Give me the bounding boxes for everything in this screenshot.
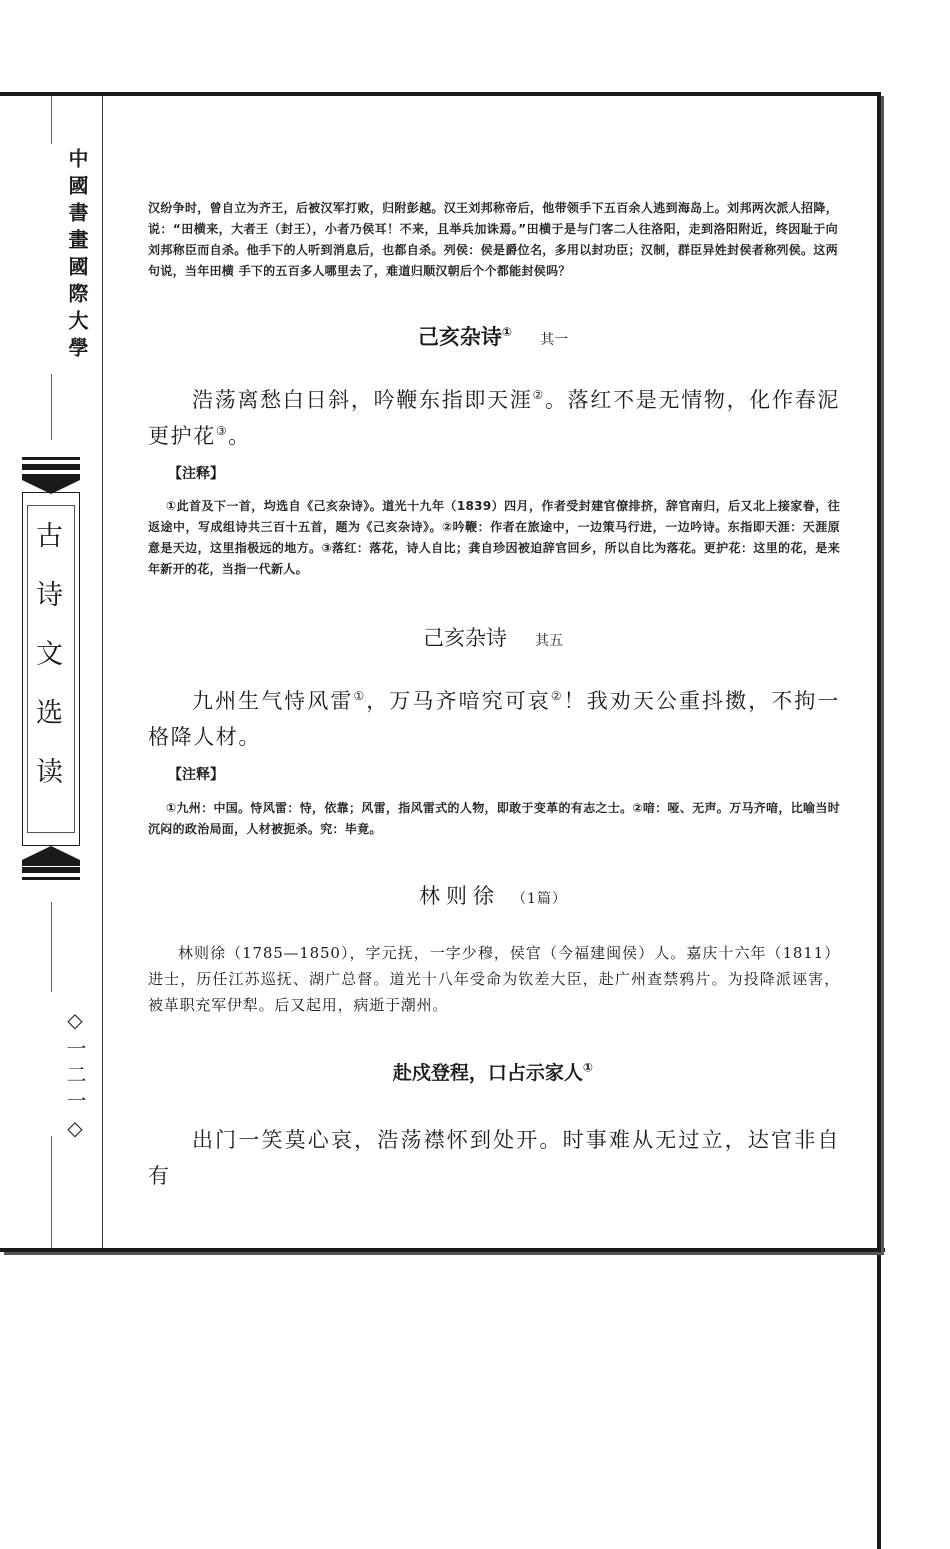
- poem-line: 九州生气恃风雷: [192, 689, 354, 713]
- school-name: 中國書畫國際大學: [65, 148, 89, 364]
- sidebar-rule: [51, 374, 52, 440]
- footnote-mark: ②: [532, 388, 545, 402]
- poem-notes: ①九州：中国。恃风雷：恃，依靠；风雷，指风雷式的人物，即敢于变革的有志之士。②喑：哑、无声。万马齐喑，比喻当时沉闷的政治局面，人材被扼杀。究：毕竟。: [148, 801, 840, 836]
- footnote-mark: ①: [353, 689, 367, 703]
- poem-subtitle: 其五: [535, 633, 563, 649]
- poem-notes: ①此首及下一首，均选自《己亥杂诗》。道光十九年（1839）四月，作者受封建官僚排挤，辞官南归，后又北上接家眷，往返途中，写成组诗共三百十五首，题为《己亥杂诗》。②吟鞭：作者在旅途中，一边策马行进，一边吟诗。东指即天涯：天涯原意是天边，这里指极远的地方。③落红：落花，诗人自比；龚自珍因被迫辞官回乡，所以自比为落花。更护花：这里的花，是来年新开的花，当指一代新人。: [148, 499, 840, 576]
- poem-text: [148, 683, 840, 755]
- sidebar-rule: [51, 96, 52, 144]
- poem-line: ！我劝天公重抖擞，不拘一格降人材。: [148, 689, 840, 749]
- poem-title-text: 赴戍登程，口占示家人: [392, 1062, 583, 1084]
- author-count: （1篇）: [512, 891, 567, 907]
- author-heading: [148, 880, 838, 910]
- ornament-chevron-icon: [22, 846, 80, 866]
- poem-title: [148, 1058, 838, 1085]
- sidebar-rule: [51, 902, 52, 992]
- page-number: ◇一二一◇: [63, 1008, 87, 1146]
- frame-shadow: [4, 1252, 884, 1255]
- poem-title: [148, 321, 838, 351]
- footnote-mark: ③: [215, 424, 229, 438]
- poem-subtitle: 其一: [540, 332, 569, 348]
- footnote-mark: ①: [582, 1060, 594, 1075]
- poem-line: 。: [228, 424, 251, 448]
- poem-title: [148, 622, 838, 652]
- poem-text: 出门一笑莫心哀，浩荡襟怀到处开。时事难从无过立，达官非自有: [148, 1128, 840, 1188]
- poem-title-text: 己亥杂诗: [417, 325, 502, 349]
- poem-line: 。落红不是无情物，化作春泥更护花: [148, 388, 840, 448]
- ornament-bar: [22, 877, 80, 880]
- frame-shadow: [881, 96, 884, 1252]
- poem-line: 浩荡离愁白日斜，吟鞭东指即天涯: [192, 388, 533, 412]
- continued-note: 汉纷争时，曾自立为齐王，后被汉军打败，归附彭越。汉王刘邦称帝后，他带领手下五百余人逃到海岛上。刘邦两次派人招降，说：“田横来，大者王（封王），小者乃侯耳！不来，且举兵加诛焉。”田横于是与门客二人往洛阳，走到洛阳附近，终因耻于向刘邦称臣而自杀。他手下的人听到消息后，也都自杀。列侯：侯是爵位名，多用以封功臣；汉制，群臣异姓封侯者称列侯。这两句说，当年田横 手下的五百多人哪里去了，难道归顺汉朝后个个都能封侯吗？: [148, 201, 838, 278]
- notes-label: 【注释】: [168, 767, 224, 783]
- book-title: 古诗文选读: [31, 521, 62, 816]
- ornament-chevron-icon: [22, 474, 80, 494]
- ornament-bar: [22, 457, 80, 460]
- author-bio: 林则徐（1785—1850），字元抚，一字少穆，侯官（今福建闽侯）人。嘉庆十六年（1811）进士，历任江苏巡抚、湖广总督。道光十八年受命为钦差大臣，赴广州查禁鸦片。为投降派诬害，被革职充军伊犁。后又起用，病逝于潮州。: [148, 944, 840, 1014]
- sidebar-rule: [51, 1136, 52, 1248]
- ornament-bar: [22, 464, 80, 470]
- ornament-bar: [22, 867, 80, 873]
- book-title-tablet: [22, 492, 80, 846]
- notes-label: 【注释】: [168, 466, 224, 482]
- poem-text: [148, 382, 840, 454]
- footnote-mark: ①: [501, 325, 513, 339]
- footnote-mark: ②: [550, 689, 564, 703]
- poem-line: ，万马齐喑究可哀: [366, 689, 551, 713]
- author-name: 林则徐: [419, 884, 501, 908]
- poem-title-text: 己亥杂诗: [423, 626, 507, 650]
